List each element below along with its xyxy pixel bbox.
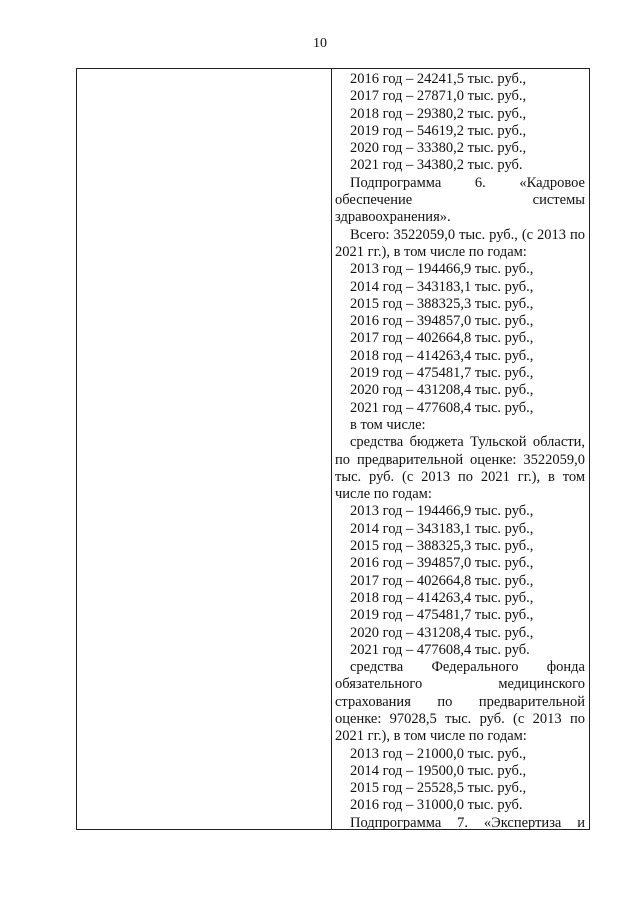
- funding-line: 2016 год – 394857,0 тыс. руб.,: [350, 555, 534, 572]
- federal-fund-funding: страхования по предварительной: [335, 693, 585, 710]
- funding-line: 2021 год – 34380,2 тыс. руб.: [350, 157, 523, 174]
- funding-line: 2015 год – 388325,3 тыс. руб.,: [350, 295, 534, 312]
- funding-line: 2016 год – 394857,0 тыс. руб.,: [350, 313, 534, 330]
- funding-line: 2013 год – 194466,9 тыс. руб.,: [350, 261, 534, 278]
- subprogram-7-title: Подпрограмма 7. «Экспертиза и: [350, 814, 585, 831]
- funding-line: 2021 год – 477608,4 тыс. руб.,: [350, 399, 534, 416]
- funding-line: 2018 год – 414263,4 тыс. руб.,: [350, 589, 534, 606]
- regional-budget-funding: по предварительной оценке: 3522059,0: [335, 451, 585, 468]
- funding-line: 2016 год – 24241,5 тыс. руб.,: [350, 71, 527, 87]
- federal-fund-funding: средства Федерального фонда: [350, 659, 585, 676]
- funding-line: 2021 год – 477608,4 тыс. руб.: [350, 641, 530, 658]
- subprogram-6-title: обеспечение системы: [335, 192, 585, 209]
- program-table: [76, 68, 590, 830]
- total-funding: 2021 гг.), в том числе по годам:: [335, 243, 527, 260]
- federal-fund-funding: 2021 гг.), в том числе по годам:: [335, 728, 527, 745]
- funding-line: 2015 год – 25528,5 тыс. руб.,: [350, 780, 527, 797]
- funding-line: 2019 год – 475481,7 тыс. руб.,: [350, 365, 534, 382]
- subprogram-6-title: Подпрограмма 6. «Кадровое: [350, 174, 585, 191]
- funding-line: 2020 год – 431208,4 тыс. руб.,: [350, 382, 534, 399]
- funding-line: 2014 год – 19500,0 тыс. руб.,: [350, 762, 527, 779]
- regional-budget-funding: числе по годам:: [335, 486, 432, 503]
- funding-line: 2018 год – 29380,2 тыс. руб.,: [350, 105, 527, 122]
- regional-budget-funding: средства бюджета Тульской области,: [350, 434, 585, 451]
- funding-line: 2017 год – 402664,8 тыс. руб.,: [350, 330, 534, 347]
- federal-fund-funding: оценке: 97028,5 тыс. руб. (с 2013 по: [335, 710, 585, 727]
- subprogram-6-title: здравоохранения».: [335, 209, 451, 226]
- regional-budget-funding: тыс. руб. (с 2013 по 2021 гг.), в том: [335, 468, 585, 485]
- funding-line: 2019 год – 54619,2 тыс. руб.,: [350, 122, 527, 139]
- funding-line: 2020 год – 431208,4 тыс. руб.,: [350, 624, 534, 641]
- funding-line: 2018 год – 414263,4 тыс. руб.,: [350, 347, 534, 364]
- funding-line: 2013 год – 21000,0 тыс. руб.,: [350, 745, 527, 762]
- table-right-column: [335, 71, 585, 832]
- funding-line: 2013 год – 194466,9 тыс. руб.,: [350, 503, 534, 520]
- funding-line: 2016 год – 31000,0 тыс. руб.: [350, 797, 523, 814]
- federal-fund-funding: обязательного медицинского: [335, 676, 585, 693]
- funding-line: 2014 год – 343183,1 тыс. руб.,: [350, 278, 534, 295]
- including-label: в том числе:: [350, 416, 426, 433]
- total-funding: Всего: 3522059,0 тыс. руб., (с 2013 по: [350, 226, 585, 243]
- funding-line: 2020 год – 33380,2 тыс. руб.,: [350, 140, 527, 157]
- funding-line: 2015 год – 388325,3 тыс. руб.,: [350, 538, 534, 555]
- column-divider: [331, 69, 332, 829]
- funding-line: 2017 год – 27871,0 тыс. руб.,: [350, 88, 527, 105]
- funding-line: 2014 год – 343183,1 тыс. руб.,: [350, 520, 534, 537]
- funding-line: 2017 год – 402664,8 тыс. руб.,: [350, 572, 534, 589]
- page-number: 10: [313, 36, 327, 51]
- funding-line: 2019 год – 475481,7 тыс. руб.,: [350, 607, 534, 624]
